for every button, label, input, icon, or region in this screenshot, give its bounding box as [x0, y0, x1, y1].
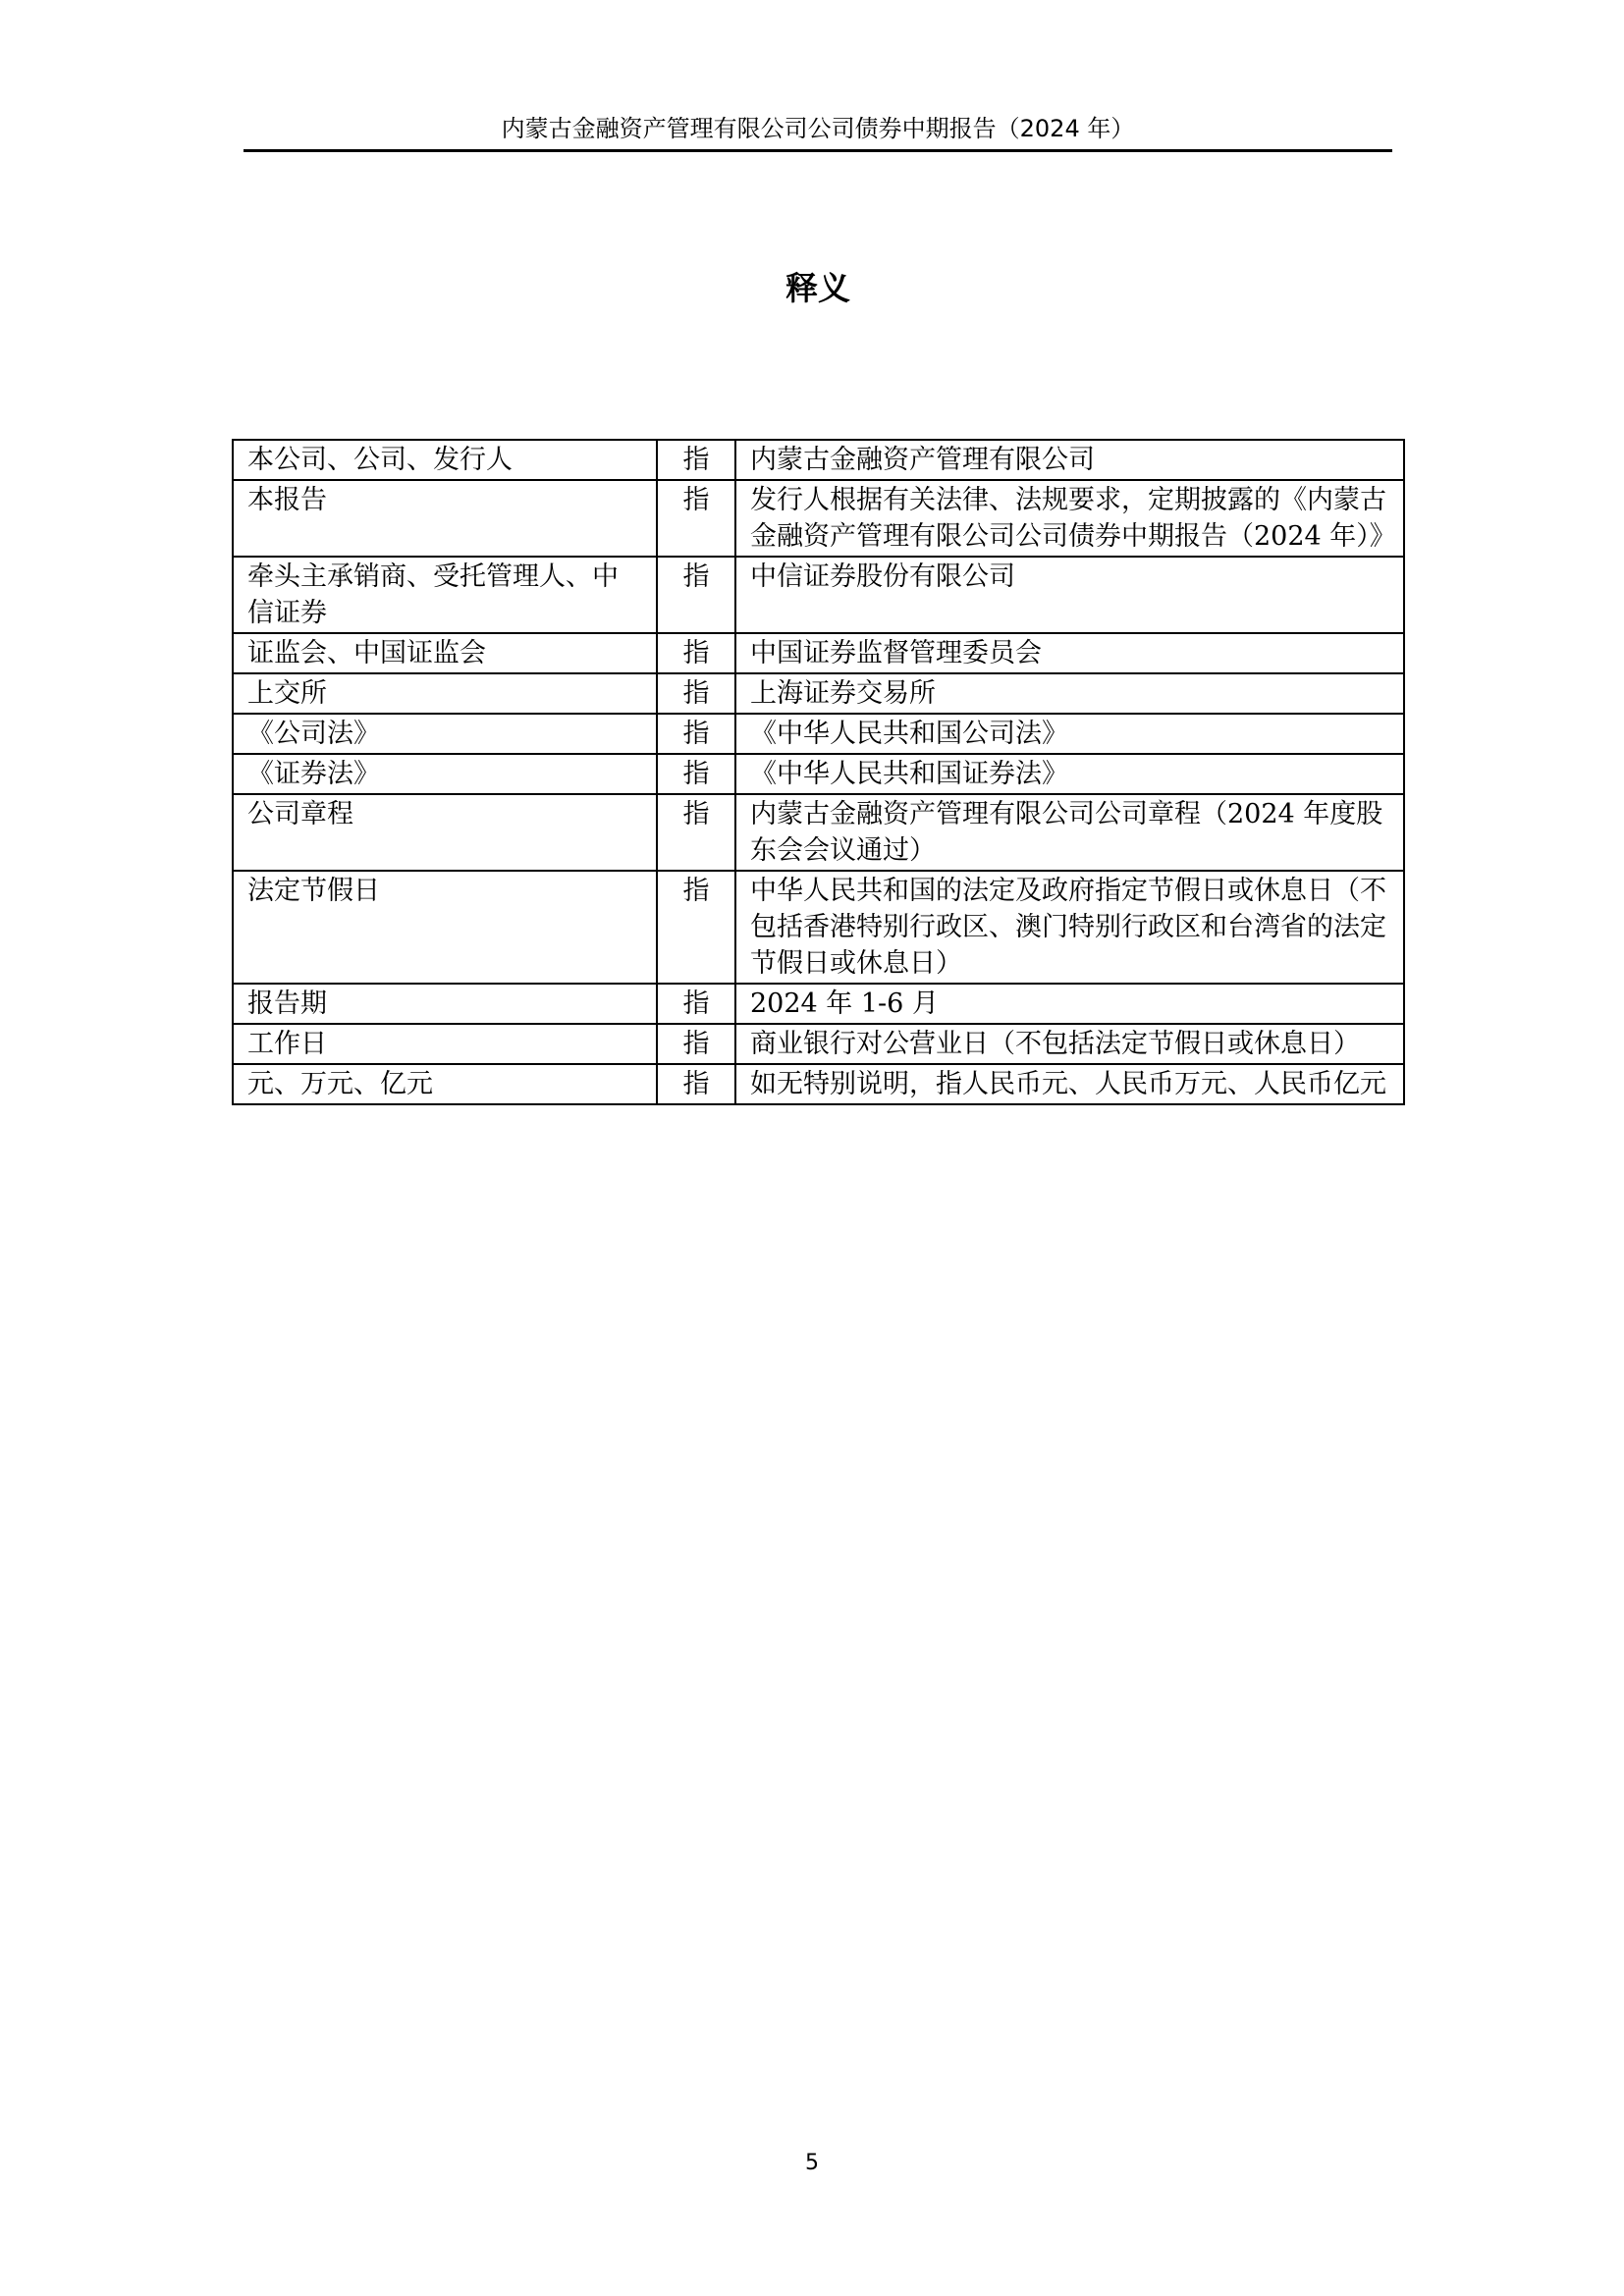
header-divider [244, 149, 1392, 152]
running-header: 内蒙古金融资产管理有限公司公司债券中期报告（2024 年） [501, 115, 1135, 142]
meaning-cell: 中国证券监督管理委员会 [735, 633, 1404, 673]
table-row [233, 440, 1404, 480]
meaning-cell: 商业银行对公营业日（不包括法定节假日或休息日） [735, 1024, 1404, 1064]
meaning-cell: 发行人根据有关法律、法规要求，定期披露的《内蒙古金融资产管理有限公司公司债券中期报告（2024 年）》 [735, 480, 1404, 557]
term-cell: 牵头主承销商、受托管理人、中信证券 [233, 557, 657, 633]
table-row [233, 754, 1404, 794]
mark-cell: 指 [657, 984, 735, 1024]
meaning-cell: 中信证券股份有限公司 [735, 557, 1404, 633]
term-cell: 《证券法》 [233, 754, 657, 794]
table-row [233, 633, 1404, 673]
meaning-cell: 上海证券交易所 [735, 673, 1404, 714]
term-cell: 本公司、公司、发行人 [233, 440, 657, 480]
table-row [233, 714, 1404, 754]
table-row [233, 794, 1404, 871]
table-row [233, 673, 1404, 714]
mark-cell: 指 [657, 440, 735, 480]
mark-cell: 指 [657, 633, 735, 673]
term-cell: 元、万元、亿元 [233, 1064, 657, 1104]
mark-cell: 指 [657, 794, 735, 871]
meaning-cell: 如无特别说明，指人民币元、人民币万元、人民币亿元 [735, 1064, 1404, 1104]
meaning-cell: 《中华人民共和国公司法》 [735, 714, 1404, 754]
table-row [233, 1024, 1404, 1064]
table-row [233, 1064, 1404, 1104]
term-cell: 报告期 [233, 984, 657, 1024]
mark-cell: 指 [657, 714, 735, 754]
page-title: 释义 [785, 269, 850, 307]
mark-cell: 指 [657, 1024, 735, 1064]
table-row [233, 480, 1404, 557]
term-cell: 上交所 [233, 673, 657, 714]
table-row [233, 871, 1404, 984]
table-row [233, 984, 1404, 1024]
definitions-table [232, 439, 1405, 1105]
mark-cell: 指 [657, 871, 735, 984]
meaning-cell: 中华人民共和国的法定及政府指定节假日或休息日（不包括香港特别行政区、澳门特别行政区和台湾省的法定节假日或休息日） [735, 871, 1404, 984]
page-number: 5 [805, 2151, 819, 2175]
term-cell: 工作日 [233, 1024, 657, 1064]
meaning-cell: 2024 年 1-6 月 [735, 984, 1404, 1024]
term-cell: 本报告 [233, 480, 657, 557]
meaning-cell: 《中华人民共和国证券法》 [735, 754, 1404, 794]
mark-cell: 指 [657, 673, 735, 714]
mark-cell: 指 [657, 1064, 735, 1104]
term-cell: 公司章程 [233, 794, 657, 871]
mark-cell: 指 [657, 480, 735, 557]
term-cell: 《公司法》 [233, 714, 657, 754]
term-cell: 法定节假日 [233, 871, 657, 984]
mark-cell: 指 [657, 557, 735, 633]
meaning-cell: 内蒙古金融资产管理有限公司 [735, 440, 1404, 480]
meaning-cell: 内蒙古金融资产管理有限公司公司章程（2024 年度股东会会议通过） [735, 794, 1404, 871]
mark-cell: 指 [657, 754, 735, 794]
table-row [233, 557, 1404, 633]
term-cell: 证监会、中国证监会 [233, 633, 657, 673]
